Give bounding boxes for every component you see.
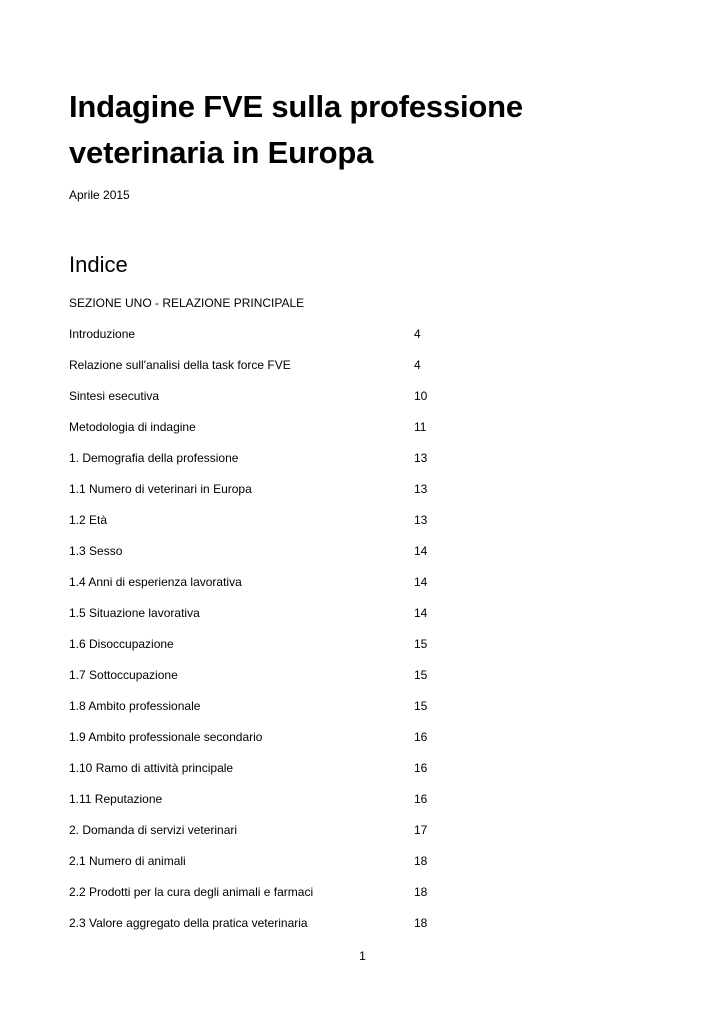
toc-entry-page: 13 (414, 513, 428, 527)
toc-entry-title: 1.6 Disoccupazione (69, 637, 174, 651)
toc-entry-eta[interactable] (69, 512, 449, 543)
toc-entry-reputazione[interactable] (69, 791, 449, 822)
toc-entry-anni-esperienza[interactable] (69, 574, 449, 605)
toc-entry-page: 14 (414, 575, 428, 589)
toc-entry-sesso[interactable] (69, 543, 449, 574)
toc-entry-ambito-professionale[interactable] (69, 698, 449, 729)
toc-entry-page: 15 (414, 699, 428, 713)
toc-entry-page: 17 (414, 823, 428, 837)
section-label: SEZIONE UNO - RELAZIONE PRINCIPALE (69, 296, 305, 310)
toc-entry-title: 2. Domanda di servizi veterinari (69, 823, 238, 837)
toc-entry-title: 1.10 Ramo di attività principale (69, 761, 234, 775)
toc-entry-page: 15 (414, 637, 428, 651)
toc-entry-title: 2.1 Numero di animali (69, 854, 186, 868)
toc-entry-ambito-secondario[interactable] (69, 729, 449, 760)
toc-entry-page: 14 (414, 606, 428, 620)
toc-entry-title: Relazione sull'analisi della task force FVE (69, 358, 291, 372)
toc-entry-page: 10 (414, 389, 428, 403)
toc-entry-title: 1.7 Sottoccupazione (69, 668, 178, 682)
toc-entry-title: 1.9 Ambito professionale secondario (69, 730, 263, 744)
toc-entry-title: Metodologia di indagine (69, 420, 196, 434)
toc-entry-page: 18 (414, 916, 428, 930)
toc-entry-page: 18 (414, 854, 428, 868)
toc-entry-ramo-attivita[interactable] (69, 760, 449, 791)
toc-entry-title: 2.3 Valore aggregato della pratica veterinaria (69, 916, 308, 930)
table-of-contents (69, 326, 449, 946)
toc-entry-page: 13 (414, 482, 428, 496)
toc-entry-title: 1.4 Anni di esperienza lavorativa (69, 575, 242, 589)
toc-entry-valore-aggregato[interactable] (69, 915, 449, 946)
toc-entry-title: 1.1 Numero di veterinari in Europa (69, 482, 252, 496)
page-number: 1 (359, 949, 366, 963)
toc-entry-title: Introduzione (69, 327, 136, 341)
toc-entry-title: Sintesi esecutiva (69, 389, 160, 403)
toc-entry-sintesi-esecutiva[interactable] (69, 388, 449, 419)
toc-entry-numero-veterinari[interactable] (69, 481, 449, 512)
toc-entry-disoccupazione[interactable] (69, 636, 449, 667)
toc-entry-title: 2.2 Prodotti per la cura degli animali e farmaci (69, 885, 314, 899)
toc-entry-page: 16 (414, 792, 428, 806)
toc-entry-page: 18 (414, 885, 428, 899)
document-date: Aprile 2015 (69, 188, 130, 202)
toc-entry-page: 11 (414, 420, 427, 434)
toc-entry-metodologia[interactable] (69, 419, 449, 450)
toc-entry-situazione-lavorativa[interactable] (69, 605, 449, 636)
toc-entry-page: 15 (414, 668, 428, 682)
toc-entry-sottoccupazione[interactable] (69, 667, 449, 698)
toc-entry-title: 1.3 Sesso (69, 544, 123, 558)
toc-entry-title: 1.11 Reputazione (69, 792, 163, 806)
toc-heading: Indice (69, 252, 128, 277)
toc-entry-prodotti-cura[interactable] (69, 884, 449, 915)
toc-entry-introduzione[interactable] (69, 326, 449, 357)
toc-entry-page: 16 (414, 761, 428, 775)
toc-entry-demografia[interactable] (69, 450, 449, 481)
toc-entry-page: 4 (414, 327, 421, 341)
toc-entry-title: 1. Demografia della professione (69, 451, 239, 465)
toc-entry-relazione-task-force[interactable] (69, 357, 449, 388)
toc-entry-page: 4 (414, 358, 421, 372)
toc-entry-title: 1.5 Situazione lavorativa (69, 606, 200, 620)
document-title: Indagine FVE sulla professione veterinaria in Europa (69, 89, 523, 170)
toc-entry-page: 13 (414, 451, 428, 465)
toc-entry-page: 14 (414, 544, 428, 558)
toc-entry-page: 16 (414, 730, 428, 744)
toc-entry-title: 1.8 Ambito professionale (69, 699, 201, 713)
toc-entry-domanda-servizi[interactable] (69, 822, 449, 853)
toc-entry-title: 1.2 Età (69, 513, 108, 527)
toc-entry-numero-animali[interactable] (69, 853, 449, 884)
